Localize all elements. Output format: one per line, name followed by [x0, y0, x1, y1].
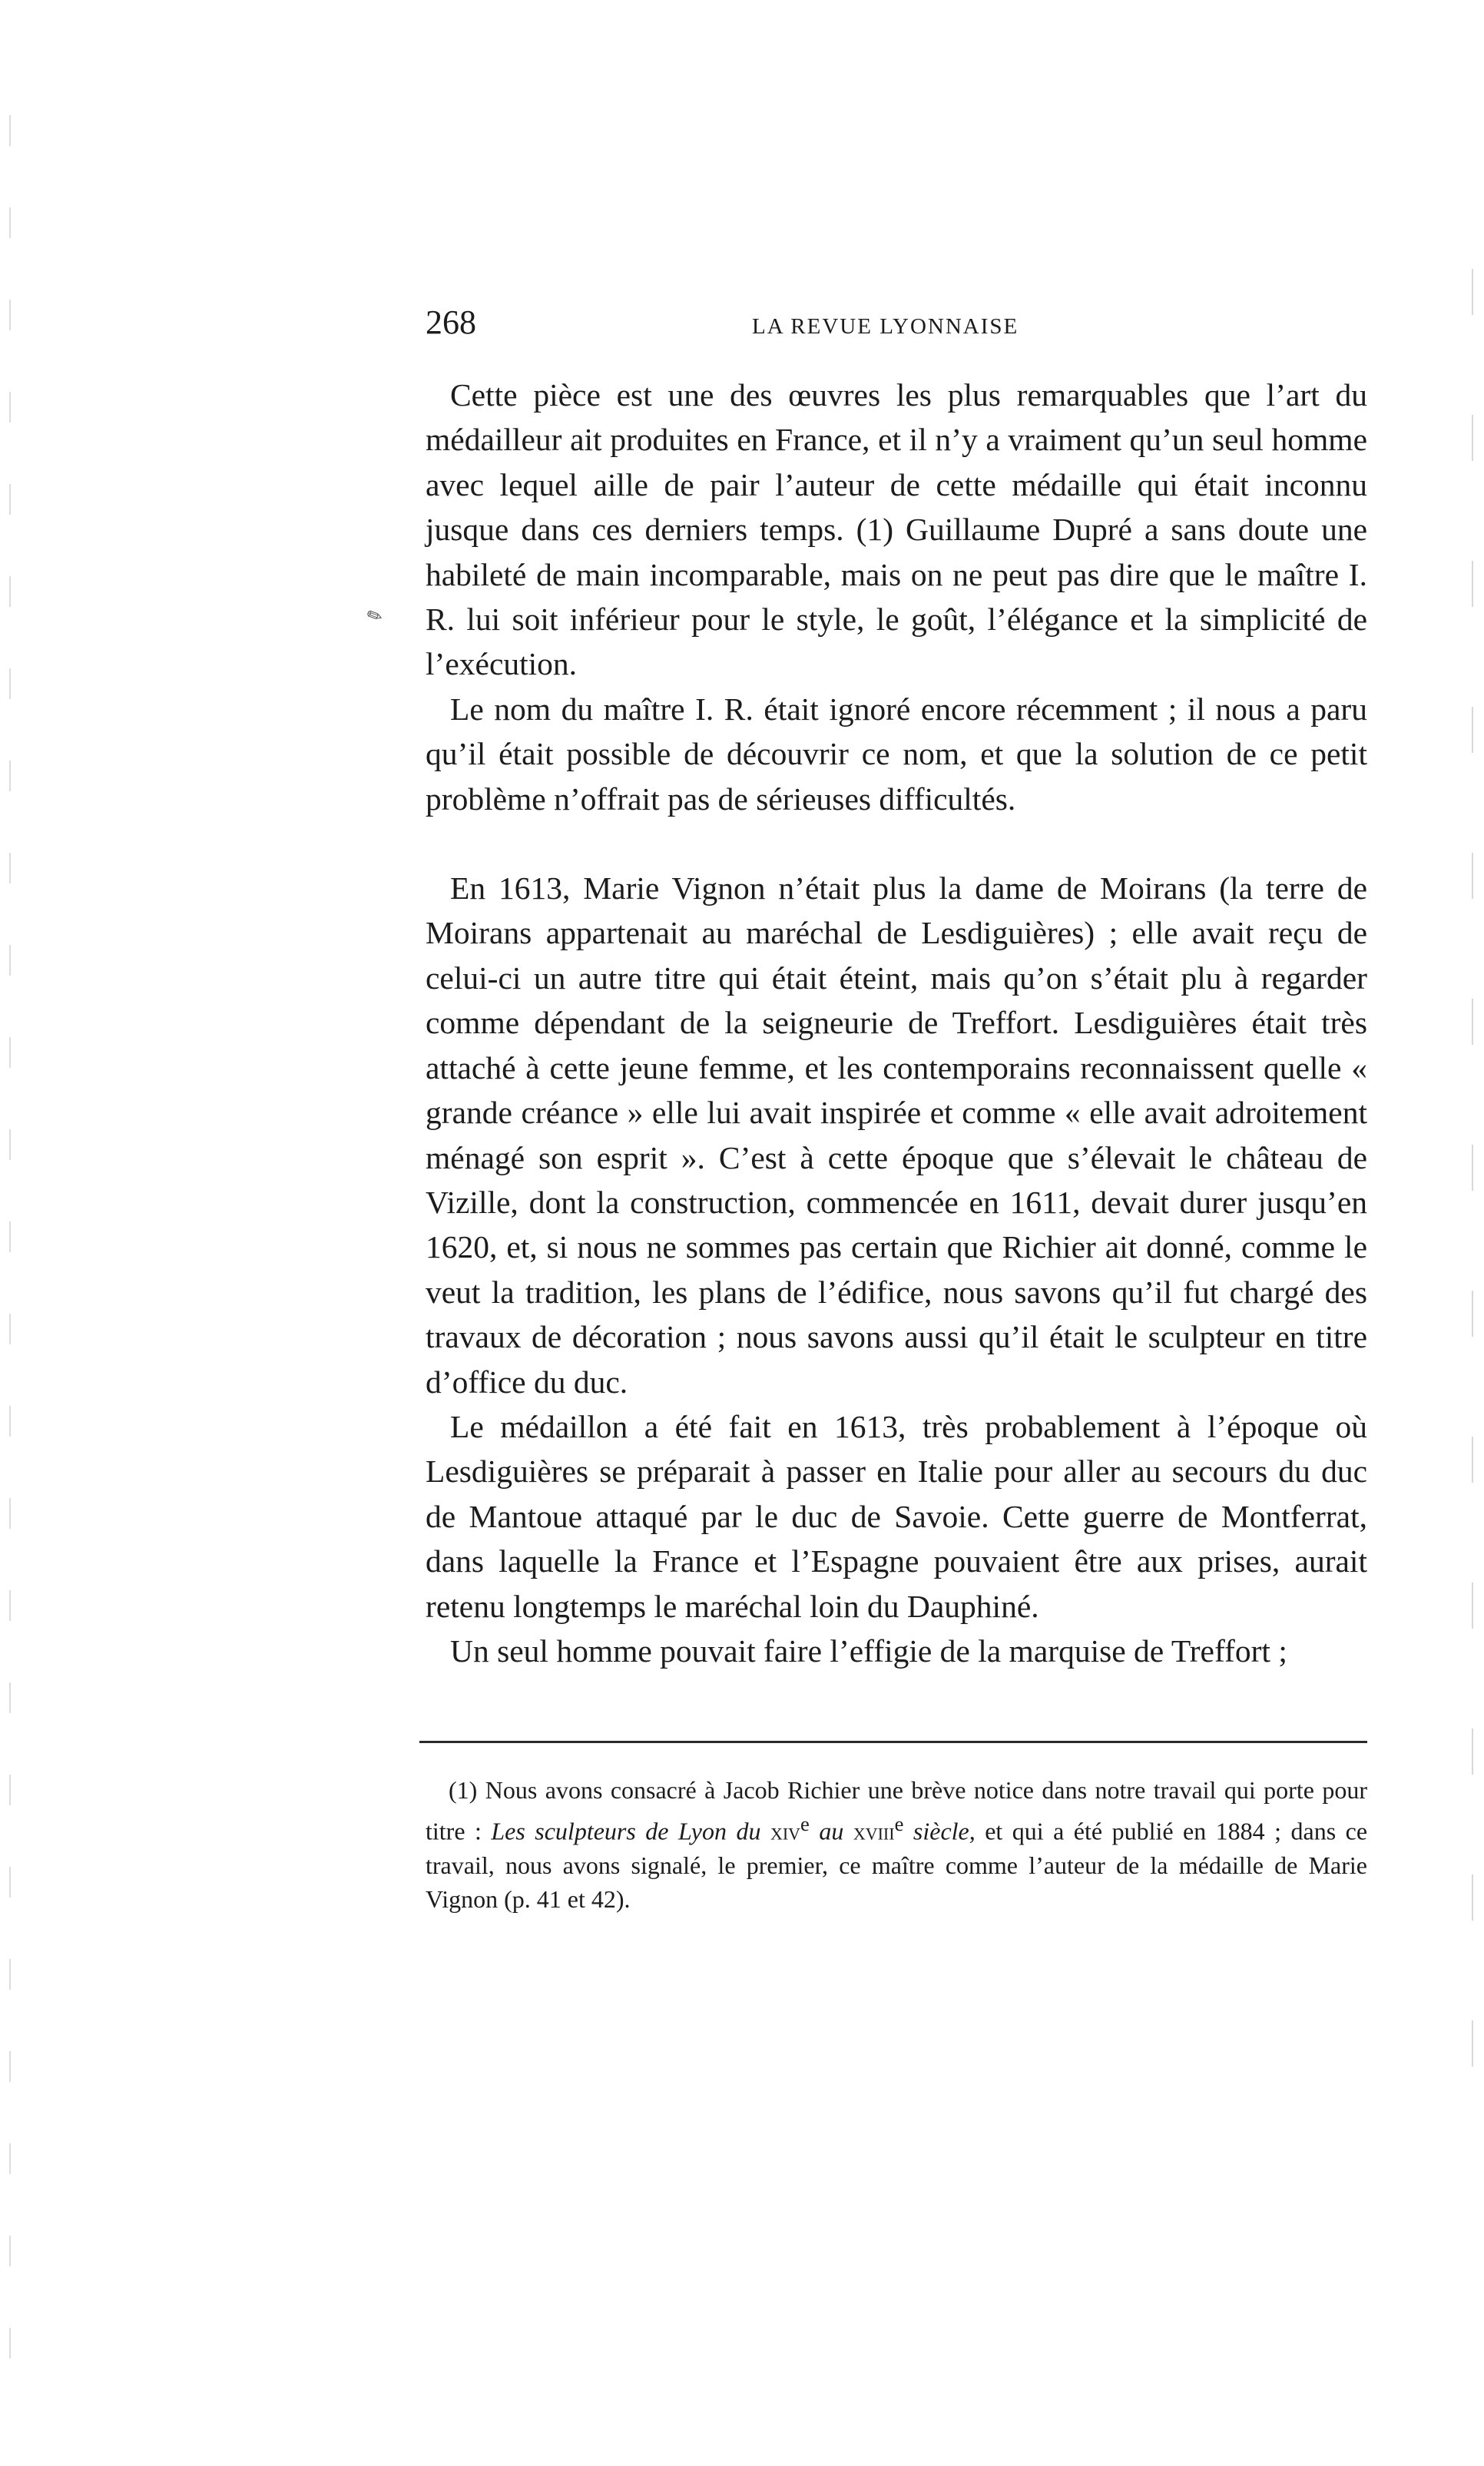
footnote-sup-2: e: [894, 1812, 904, 1835]
running-title: LA REVUE LYONNAISE: [752, 314, 1019, 339]
paragraph-1: Cette pièce est une des œuvres les plus remarquables que l’art du médailleur ait produites en France, et il n’y a vraiment qu’un seul homme avec lequel aille de pair l’auteur de cette médaille qui était inconnu jusque dans ces derniers temps. (1) Guillaume Dupré a sans doute une habileté de main incomparable, mais on ne peut pas dire que le maître I. R. lui soit inférieur pour le style, le goût, l’élégance et la simplicité de l’exécution.: [426, 377, 1367, 682]
footnote-title-part1: Les sculpteurs de Lyon du: [491, 1817, 761, 1845]
footnote-text-before: Nous avons consacré à Jacob Richier une brève notice dans notre travail qui porte pour titre :: [426, 1776, 1368, 1845]
paragraph-3: En 1613, Marie Vignon n’était plus la dame de Moirans (la terre de Moirans appartenait au maréchal de Lesdiguières) ; elle avait reçu de celui-ci un autre titre qui était éteint, mais qu’on s’était plu à regarder comme dépendant de la seigneurie de Treffort. Lesdiguières était très attaché à cette jeune femme, et les contemporains reconnaissent quelle « grande créance » elle lui avait inspirée et comme « elle avait adroitement ménagé son esprit ». C’est à cette époque que s’élevait le château de Vizille, dont la construction, commencée en 1611, devait durer jusqu’en 1620, et, si nous ne sommes pas certain que Richier ait donné, comme le veut la tradition, les plans de l’édifice, nous savons qu’il fut chargé des travaux de décoration ; nous savons aussi qu’il était le sculpteur en titre d’office du duc.: [426, 870, 1367, 1400]
footnote-separator: [419, 1741, 1367, 1743]
paragraph-5: Un seul homme pouvait faire l’effigie de la marquise de Treffort ;: [450, 1632, 1287, 1669]
page-number: 268: [426, 303, 476, 341]
footnote-text-after: et qui a été publié en 1884 ; dans ce travail, nous avons signalé, le premier, ce maître comme l’auteur de la médaille de Marie Vignon (p. 41 et 42).: [426, 1817, 1368, 1913]
footnote: [426, 1773, 1367, 1916]
footnote-century-2: xviii: [853, 1817, 895, 1845]
page-header: [426, 303, 1367, 350]
footnote-title-part2: au: [819, 1817, 844, 1845]
paragraph-2: Le nom du maître I. R. était ignoré encore récemment ; il nous a paru qu’il était possible de découvrir ce nom, et que la solution de ce petit problème n’offrait pas de sérieuses difficultés.: [426, 691, 1367, 817]
scan-edge-right: [1472, 269, 1473, 2151]
footnote-century-1: xiv: [770, 1817, 801, 1845]
footnote-marker: (1): [449, 1776, 478, 1804]
body-text: [426, 373, 1367, 1673]
margin-mark-icon: ✎: [363, 604, 386, 629]
scan-edge-left: [9, 115, 11, 2381]
paragraph-4: Le médaillon a été fait en 1613, très probablement à l’époque où Lesdiguières se préparait à passer en Italie pour aller au secours du duc de Mantoue attaqué par le duc de Savoie. Cette guerre de Montferrat, dans laquelle la France et l’Espagne pouvaient être aux prises, aurait retenu longtemps le maréchal loin du Dauphiné.: [426, 1408, 1367, 1624]
footnote-title-part3: siècle,: [913, 1817, 976, 1845]
footnote-sup-1: e: [800, 1812, 810, 1835]
